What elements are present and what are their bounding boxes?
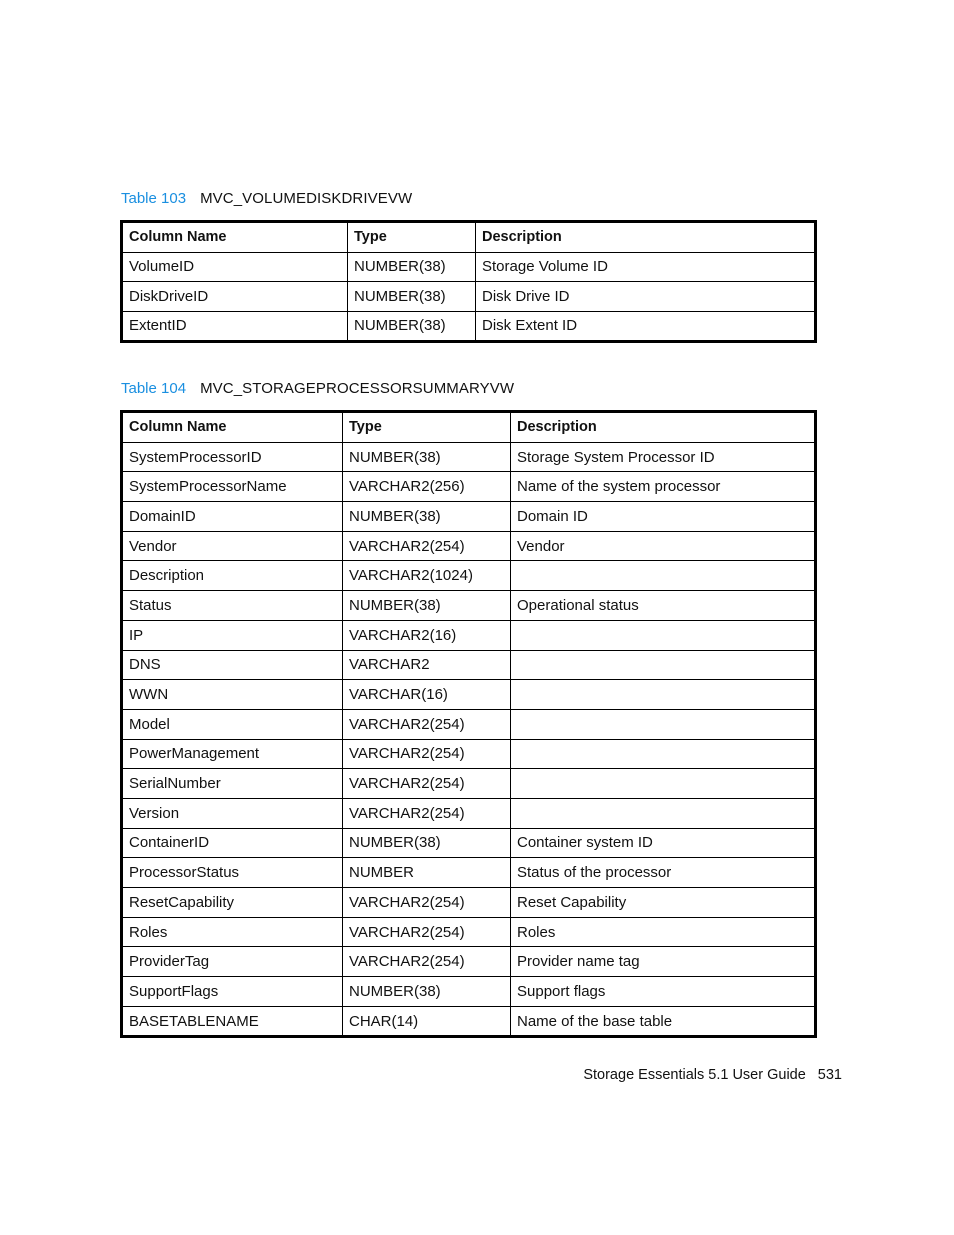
table-cell: Status of the processor	[511, 858, 816, 888]
table-cell: NUMBER(38)	[348, 311, 476, 342]
table-cell: Disk Drive ID	[476, 282, 816, 312]
table-cell: NUMBER(38)	[343, 828, 511, 858]
table-cell: VARCHAR2(16)	[343, 620, 511, 650]
table-cell: NUMBER(38)	[343, 977, 511, 1007]
table-104-label[interactable]: Table 104	[121, 380, 187, 397]
table-104-caption	[121, 380, 514, 397]
table-cell: VARCHAR2(254)	[343, 769, 511, 799]
table-cell: SupportFlags	[122, 977, 343, 1007]
table-cell: Disk Extent ID	[476, 311, 816, 342]
table-cell: Operational status	[511, 591, 816, 621]
table-row	[122, 472, 816, 502]
table-cell: VolumeID	[122, 252, 348, 282]
table-cell: Description	[122, 561, 343, 591]
table-103-label[interactable]: Table 103	[121, 190, 187, 207]
table-cell: Version	[122, 798, 343, 828]
column-header: Description	[511, 412, 816, 443]
table-cell: Reset Capability	[511, 888, 816, 918]
table-cell: Vendor	[511, 531, 816, 561]
page-footer	[583, 1067, 842, 1083]
table-cell: Status	[122, 591, 343, 621]
table-cell: WWN	[122, 680, 343, 710]
table-103-name: MVC_VOLUMEDISKDRIVEVW	[200, 190, 413, 207]
table-cell: VARCHAR2(254)	[343, 917, 511, 947]
column-header: Type	[343, 412, 511, 443]
table-cell: Support flags	[511, 977, 816, 1007]
table-cell: NUMBER(38)	[343, 502, 511, 532]
table-cell	[511, 620, 816, 650]
table-cell	[511, 709, 816, 739]
table-cell: DomainID	[122, 502, 343, 532]
table-row	[122, 252, 816, 282]
column-header: Description	[476, 222, 816, 253]
table-cell	[511, 798, 816, 828]
table-cell: VARCHAR2(254)	[343, 709, 511, 739]
table-cell: VARCHAR2(254)	[343, 947, 511, 977]
table-cell: ExtentID	[122, 311, 348, 342]
table-cell: Container system ID	[511, 828, 816, 858]
table-cell: SerialNumber	[122, 769, 343, 799]
table-cell: VARCHAR2(254)	[343, 739, 511, 769]
table-cell	[511, 561, 816, 591]
table-cell: Roles	[511, 917, 816, 947]
table-cell: BASETABLENAME	[122, 1006, 343, 1037]
table-cell: Provider name tag	[511, 947, 816, 977]
table-cell: VARCHAR2(254)	[343, 531, 511, 561]
table-cell: NUMBER(38)	[348, 282, 476, 312]
table-cell: Model	[122, 709, 343, 739]
table-cell: VARCHAR2(254)	[343, 888, 511, 918]
table-row	[122, 561, 816, 591]
table-cell: Vendor	[122, 531, 343, 561]
page-number: 531	[817, 1067, 842, 1083]
table-row	[122, 828, 816, 858]
table-row	[122, 739, 816, 769]
table-row	[122, 591, 816, 621]
table-row	[122, 858, 816, 888]
table-cell: DiskDriveID	[122, 282, 348, 312]
table-cell: VARCHAR2(254)	[343, 798, 511, 828]
guide-title: Storage Essentials 5.1 User Guide	[583, 1067, 806, 1083]
table-104	[120, 410, 817, 1038]
table-row	[122, 502, 816, 532]
table-cell: VARCHAR2	[343, 650, 511, 680]
table-cell: PowerManagement	[122, 739, 343, 769]
table-cell: Storage Volume ID	[476, 252, 816, 282]
table-cell: ProcessorStatus	[122, 858, 343, 888]
table-cell: NUMBER(38)	[343, 591, 511, 621]
table-103-caption	[121, 190, 412, 207]
table-cell: NUMBER	[343, 858, 511, 888]
table-cell: DNS	[122, 650, 343, 680]
table-row	[122, 311, 816, 342]
column-header: Type	[348, 222, 476, 253]
table-cell: Domain ID	[511, 502, 816, 532]
table-104-name: MVC_STORAGEPROCESSORSUMMARYVW	[200, 380, 515, 397]
table-103	[120, 220, 817, 343]
table-row	[122, 709, 816, 739]
table-cell	[511, 769, 816, 799]
table-row	[122, 917, 816, 947]
table-row	[122, 282, 816, 312]
table-cell: ResetCapability	[122, 888, 343, 918]
table-cell: ContainerID	[122, 828, 343, 858]
table-row	[122, 620, 816, 650]
table-row	[122, 442, 816, 472]
table-cell	[511, 650, 816, 680]
table-cell: ProviderTag	[122, 947, 343, 977]
table-row	[122, 680, 816, 710]
table-row	[122, 769, 816, 799]
table-cell: Storage System Processor ID	[511, 442, 816, 472]
table-cell: Name of the base table	[511, 1006, 816, 1037]
table-cell	[511, 739, 816, 769]
table-cell: VARCHAR2(256)	[343, 472, 511, 502]
table-cell: IP	[122, 620, 343, 650]
table-row	[122, 977, 816, 1007]
table-row	[122, 1006, 816, 1037]
table-row	[122, 650, 816, 680]
table-cell: Roles	[122, 917, 343, 947]
table-row	[122, 531, 816, 561]
table-cell: SystemProcessorName	[122, 472, 343, 502]
table-cell: VARCHAR2(1024)	[343, 561, 511, 591]
column-header: Column Name	[122, 222, 348, 253]
table-cell: SystemProcessorID	[122, 442, 343, 472]
table-cell: VARCHAR(16)	[343, 680, 511, 710]
table-row	[122, 888, 816, 918]
table-cell: NUMBER(38)	[348, 252, 476, 282]
table-cell: Name of the system processor	[511, 472, 816, 502]
table-cell: NUMBER(38)	[343, 442, 511, 472]
table-cell	[511, 680, 816, 710]
table-row	[122, 798, 816, 828]
table-header-row	[122, 412, 816, 443]
column-header: Column Name	[122, 412, 343, 443]
table-header-row	[122, 222, 816, 253]
table-row	[122, 947, 816, 977]
table-cell: CHAR(14)	[343, 1006, 511, 1037]
